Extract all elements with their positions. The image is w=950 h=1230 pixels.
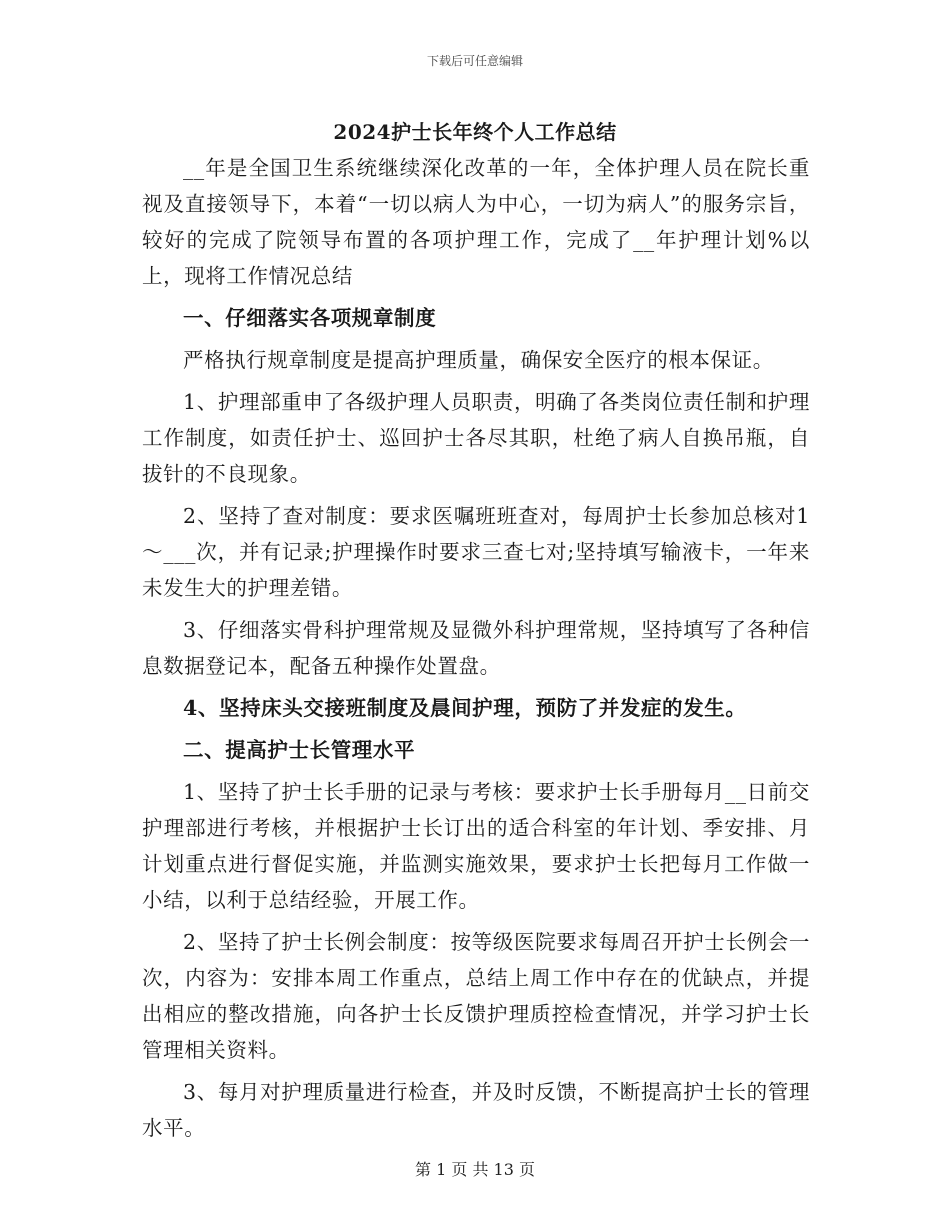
paragraph: 2、坚持了护士长例会制度：按等级医院要求每周召开护士长例会一次，内容为：安排本周工作重点，总结上周工作中存在的优缺点，并提出相应的整改措施，向各护士长反馈护理质控检查情况，并学习护士长管理相关资料。 bbox=[142, 930, 810, 1062]
section-heading-2: 二、提高护士长管理水平 bbox=[183, 738, 416, 762]
paragraph: 2、坚持了查对制度：要求医嘱班班查对，每周护士长参加总核对1～___次，并有记录;护理操作时要求三查七对;坚持填写输液卡，一年来未发生大的护理差错。 bbox=[142, 504, 810, 600]
paragraph: 3、仔细落实骨科护理常规及显微外科护理常规，坚持填写了各种信息数据登记本，配备五种操作处置盘。 bbox=[142, 618, 810, 678]
document-body bbox=[142, 150, 810, 1146]
bold-item-4: 4、坚持床头交接班制度及晨间护理，预防了并发症的发生。 bbox=[183, 696, 747, 720]
paragraph: 1、护理部重申了各级护理人员职责，明确了各类岗位责任制和护理工作制度，如责任护士、巡回护士各尽其职，杜绝了病人自换吊瓶，自拔针的不良现象。 bbox=[142, 390, 810, 486]
paragraph: 3、每月对护理质量进行检查，并及时反馈，不断提高护士长的管理水平。 bbox=[142, 1080, 810, 1140]
paragraph: 1、坚持了护士长手册的记录与考核：要求护士长手册每月__日前交护理部进行考核，并根据护士长订出的适合科室的年计划、季安排、月计划重点进行督促实施，并监测实施效果，要求护士长把每月工作做一小结，以利于总结经验，开展工作。 bbox=[142, 780, 810, 912]
page-header-note: 下载后可任意编辑 bbox=[426, 54, 523, 68]
page-footer-number: 第 1 页 共 13 页 bbox=[415, 1160, 535, 1179]
section-heading-1: 一、仔细落实各项规章制度 bbox=[183, 306, 437, 330]
document-title: 2024护士长年终个人工作总结 bbox=[333, 120, 617, 144]
intro-paragraph: __年是全国卫生系统继续深化改革的一年，全体护理人员在院长重视及直接领导下，本着“一切以病人为中心，一切为病人”的服务宗旨，较好的完成了院领导布置的各项护理工作，完成了__年护理计划%以上，现将工作情况总结 bbox=[142, 156, 810, 288]
paragraph: 严格执行规章制度是提高护理质量，确保安全医疗的根本保证。 bbox=[183, 348, 774, 372]
